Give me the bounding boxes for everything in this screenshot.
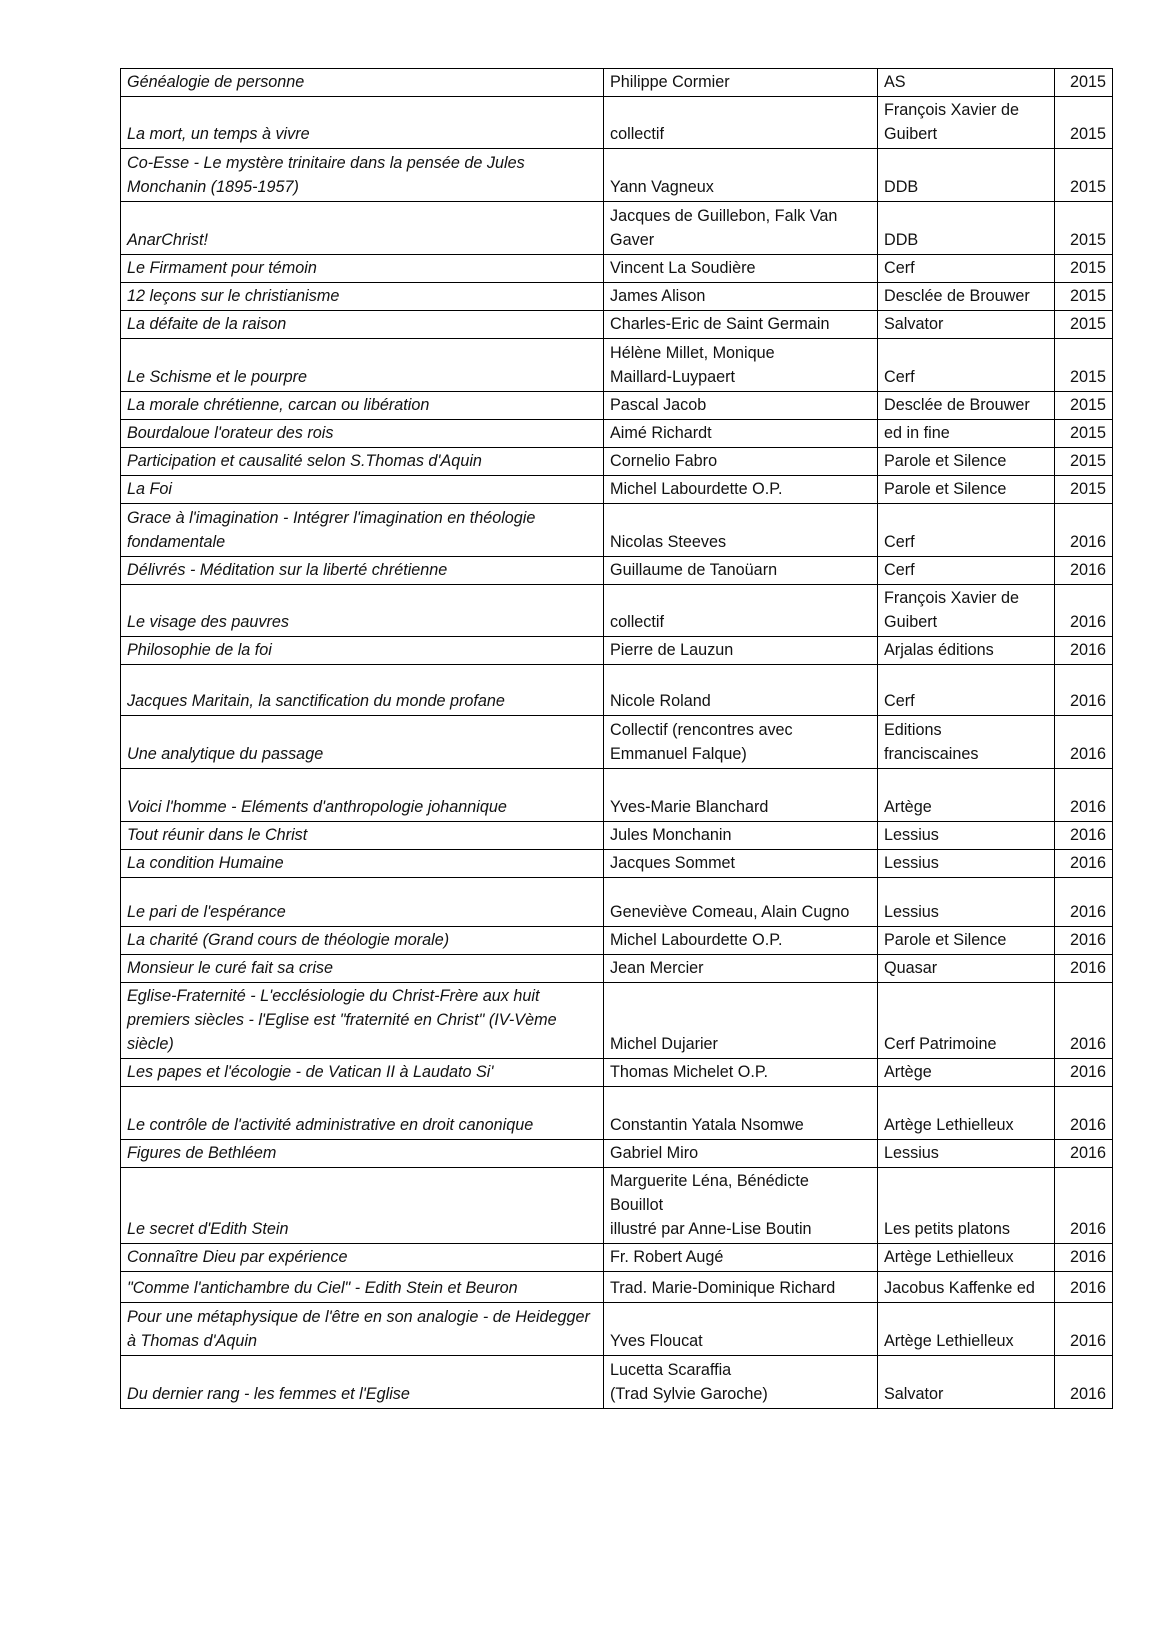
year-cell: 2015 <box>1055 420 1113 448</box>
title-cell: Grace à l'imagination - Intégrer l'imagination en théologie fondamentale <box>121 504 604 557</box>
year-cell: 2015 <box>1055 97 1113 149</box>
author-cell: Marguerite Léna, Bénédicte Bouillot illustré par Anne-Lise Boutin <box>604 1168 878 1244</box>
table-row <box>121 420 1113 448</box>
table-row <box>121 927 1113 955</box>
author-cell: Geneviève Comeau, Alain Cugno <box>604 878 878 927</box>
author-cell: Gabriel Miro <box>604 1140 878 1168</box>
title-cell: Eglise-Fraternité - L'ecclésiologie du Christ-Frère aux huit premiers siècles - l'Eglise est "fraternité en Christ" (IV-Vème siècle) <box>121 983 604 1059</box>
author-cell: Michel Labourdette O.P. <box>604 476 878 504</box>
author-cell: Pierre de Lauzun <box>604 637 878 665</box>
table-row <box>121 339 1113 392</box>
year-cell: 2016 <box>1055 557 1113 585</box>
title-cell: La mort, un temps à vivre <box>121 97 604 149</box>
title-cell: Voici l'homme - Eléments d'anthropologie johannique <box>121 769 604 822</box>
table-row <box>121 822 1113 850</box>
table-row <box>121 283 1113 311</box>
author-cell: Aimé Richardt <box>604 420 878 448</box>
year-cell: 2015 <box>1055 339 1113 392</box>
publisher-cell: Cerf <box>878 504 1055 557</box>
publisher-cell: Les petits platons <box>878 1168 1055 1244</box>
author-cell: Trad. Marie-Dominique Richard <box>604 1272 878 1303</box>
year-cell: 2015 <box>1055 69 1113 97</box>
year-cell: 2016 <box>1055 1168 1113 1244</box>
year-cell: 2015 <box>1055 311 1113 339</box>
year-cell: 2016 <box>1055 665 1113 716</box>
publisher-cell: Lessius <box>878 822 1055 850</box>
table-row <box>121 97 1113 149</box>
author-cell: Cornelio Fabro <box>604 448 878 476</box>
publisher-cell: DDB <box>878 202 1055 255</box>
year-cell: 2016 <box>1055 878 1113 927</box>
table-row <box>121 448 1113 476</box>
year-cell: 2016 <box>1055 927 1113 955</box>
year-cell: 2016 <box>1055 1356 1113 1409</box>
publisher-cell: DDB <box>878 149 1055 202</box>
publisher-cell: Desclée de Brouwer <box>878 392 1055 420</box>
author-cell: Collectif (rencontres avec Emmanuel Falque) <box>604 716 878 769</box>
title-cell: Participation et causalité selon S.Thomas d'Aquin <box>121 448 604 476</box>
year-cell: 2016 <box>1055 1303 1113 1356</box>
publisher-cell: Artège Lethielleux <box>878 1087 1055 1140</box>
book-table-body <box>121 69 1113 1409</box>
author-cell: Lucetta Scaraffia (Trad Sylvie Garoche) <box>604 1356 878 1409</box>
title-cell: Du dernier rang - les femmes et l'Eglise <box>121 1356 604 1409</box>
book-table <box>120 68 1113 1409</box>
title-cell: Connaître Dieu par expérience <box>121 1244 604 1272</box>
publisher-cell: Cerf <box>878 665 1055 716</box>
table-row <box>121 1303 1113 1356</box>
title-cell: La charité (Grand cours de théologie morale) <box>121 927 604 955</box>
table-row <box>121 202 1113 255</box>
title-cell: Le contrôle de l'activité administrative en droit canonique <box>121 1087 604 1140</box>
author-cell: Jacques Sommet <box>604 850 878 878</box>
table-row <box>121 504 1113 557</box>
title-cell: Figures de Bethléem <box>121 1140 604 1168</box>
year-cell: 2016 <box>1055 1272 1113 1303</box>
title-cell: Le secret d'Edith Stein <box>121 1168 604 1244</box>
author-cell: Fr. Robert Augé <box>604 1244 878 1272</box>
table-row <box>121 392 1113 420</box>
year-cell: 2016 <box>1055 1244 1113 1272</box>
author-cell: collectif <box>604 97 878 149</box>
title-cell: Monsieur le curé fait sa crise <box>121 955 604 983</box>
table-row <box>121 1356 1113 1409</box>
title-cell: Le Schisme et le pourpre <box>121 339 604 392</box>
table-row <box>121 878 1113 927</box>
publisher-cell: Salvator <box>878 311 1055 339</box>
title-cell: Co-Esse - Le mystère trinitaire dans la pensée de Jules Monchanin (1895-1957) <box>121 149 604 202</box>
table-row <box>121 665 1113 716</box>
title-cell: AnarChrist! <box>121 202 604 255</box>
author-cell: James Alison <box>604 283 878 311</box>
publisher-cell: Artège Lethielleux <box>878 1303 1055 1356</box>
publisher-cell: Lessius <box>878 878 1055 927</box>
publisher-cell: Artège <box>878 769 1055 822</box>
title-cell: La Foi <box>121 476 604 504</box>
author-cell: Jacques de Guillebon, Falk Van Gaver <box>604 202 878 255</box>
publisher-cell: Salvator <box>878 1356 1055 1409</box>
table-row <box>121 637 1113 665</box>
year-cell: 2016 <box>1055 1059 1113 1087</box>
table-row <box>121 311 1113 339</box>
year-cell: 2016 <box>1055 585 1113 637</box>
table-row <box>121 557 1113 585</box>
publisher-cell: Cerf Patrimoine <box>878 983 1055 1059</box>
table-row <box>121 1059 1113 1087</box>
author-cell: Thomas Michelet O.P. <box>604 1059 878 1087</box>
author-cell: Pascal Jacob <box>604 392 878 420</box>
publisher-cell: Cerf <box>878 339 1055 392</box>
author-cell: Jules Monchanin <box>604 822 878 850</box>
table-row <box>121 983 1113 1059</box>
publisher-cell: François Xavier de Guibert <box>878 97 1055 149</box>
publisher-cell: François Xavier de Guibert <box>878 585 1055 637</box>
author-cell: Philippe Cormier <box>604 69 878 97</box>
author-cell: Constantin Yatala Nsomwe <box>604 1087 878 1140</box>
author-cell: Nicole Roland <box>604 665 878 716</box>
publisher-cell: Cerf <box>878 557 1055 585</box>
publisher-cell: Lessius <box>878 1140 1055 1168</box>
title-cell: La défaite de la raison <box>121 311 604 339</box>
title-cell: Bourdaloue l'orateur des rois <box>121 420 604 448</box>
publisher-cell: Jacobus Kaffenke ed <box>878 1272 1055 1303</box>
year-cell: 2015 <box>1055 149 1113 202</box>
publisher-cell: Parole et Silence <box>878 927 1055 955</box>
title-cell: Les papes et l'écologie - de Vatican II à Laudato Si' <box>121 1059 604 1087</box>
table-row <box>121 1168 1113 1244</box>
table-row <box>121 69 1113 97</box>
publisher-cell: Cerf <box>878 255 1055 283</box>
table-row <box>121 955 1113 983</box>
table-row <box>121 476 1113 504</box>
title-cell: Tout réunir dans le Christ <box>121 822 604 850</box>
author-cell: collectif <box>604 585 878 637</box>
year-cell: 2016 <box>1055 1087 1113 1140</box>
table-row <box>121 1087 1113 1140</box>
title-cell: La condition Humaine <box>121 850 604 878</box>
table-row <box>121 1272 1113 1303</box>
title-cell: 12 leçons sur le christianisme <box>121 283 604 311</box>
title-cell: Le pari de l'espérance <box>121 878 604 927</box>
publisher-cell: Editions franciscaines <box>878 716 1055 769</box>
publisher-cell: Desclée de Brouwer <box>878 283 1055 311</box>
author-cell: Vincent La Soudière <box>604 255 878 283</box>
year-cell: 2016 <box>1055 955 1113 983</box>
table-row <box>121 149 1113 202</box>
publisher-cell: Arjalas éditions <box>878 637 1055 665</box>
table-row <box>121 1140 1113 1168</box>
author-cell: Yves-Marie Blanchard <box>604 769 878 822</box>
table-row <box>121 850 1113 878</box>
publisher-cell: Parole et Silence <box>878 448 1055 476</box>
author-cell: Yves Floucat <box>604 1303 878 1356</box>
publisher-cell: Lessius <box>878 850 1055 878</box>
year-cell: 2015 <box>1055 283 1113 311</box>
table-row <box>121 585 1113 637</box>
year-cell: 2016 <box>1055 504 1113 557</box>
table-row <box>121 1244 1113 1272</box>
publisher-cell: Parole et Silence <box>878 476 1055 504</box>
title-cell: La morale chrétienne, carcan ou libération <box>121 392 604 420</box>
publisher-cell: Quasar <box>878 955 1055 983</box>
title-cell: Délivrés - Méditation sur la liberté chrétienne <box>121 557 604 585</box>
author-cell: Guillaume de Tanoüarn <box>604 557 878 585</box>
year-cell: 2016 <box>1055 637 1113 665</box>
year-cell: 2016 <box>1055 716 1113 769</box>
publisher-cell: AS <box>878 69 1055 97</box>
year-cell: 2015 <box>1055 448 1113 476</box>
year-cell: 2016 <box>1055 769 1113 822</box>
author-cell: Charles-Eric de Saint Germain <box>604 311 878 339</box>
publisher-cell: Artège <box>878 1059 1055 1087</box>
title-cell: Une analytique du passage <box>121 716 604 769</box>
author-cell: Hélène Millet, Monique Maillard-Luypaert <box>604 339 878 392</box>
table-row <box>121 769 1113 822</box>
title-cell: Pour une métaphysique de l'être en son analogie - de Heidegger à Thomas d'Aquin <box>121 1303 604 1356</box>
title-cell: "Comme l'antichambre du Ciel" - Edith Stein et Beuron <box>121 1272 604 1303</box>
author-cell: Nicolas Steeves <box>604 504 878 557</box>
publisher-cell: Artège Lethielleux <box>878 1244 1055 1272</box>
title-cell: Jacques Maritain, la sanctification du monde profane <box>121 665 604 716</box>
year-cell: 2015 <box>1055 202 1113 255</box>
publisher-cell: ed in fine <box>878 420 1055 448</box>
table-row <box>121 716 1113 769</box>
year-cell: 2016 <box>1055 983 1113 1059</box>
title-cell: Le Firmament pour témoin <box>121 255 604 283</box>
year-cell: 2015 <box>1055 255 1113 283</box>
table-row <box>121 255 1113 283</box>
year-cell: 2016 <box>1055 1140 1113 1168</box>
title-cell: Généalogie de personne <box>121 69 604 97</box>
author-cell: Michel Dujarier <box>604 983 878 1059</box>
year-cell: 2015 <box>1055 476 1113 504</box>
year-cell: 2016 <box>1055 822 1113 850</box>
author-cell: Yann Vagneux <box>604 149 878 202</box>
year-cell: 2016 <box>1055 850 1113 878</box>
year-cell: 2015 <box>1055 392 1113 420</box>
book-list-sheet <box>120 68 1112 1409</box>
title-cell: Le visage des pauvres <box>121 585 604 637</box>
author-cell: Michel Labourdette O.P. <box>604 927 878 955</box>
title-cell: Philosophie de la foi <box>121 637 604 665</box>
author-cell: Jean Mercier <box>604 955 878 983</box>
